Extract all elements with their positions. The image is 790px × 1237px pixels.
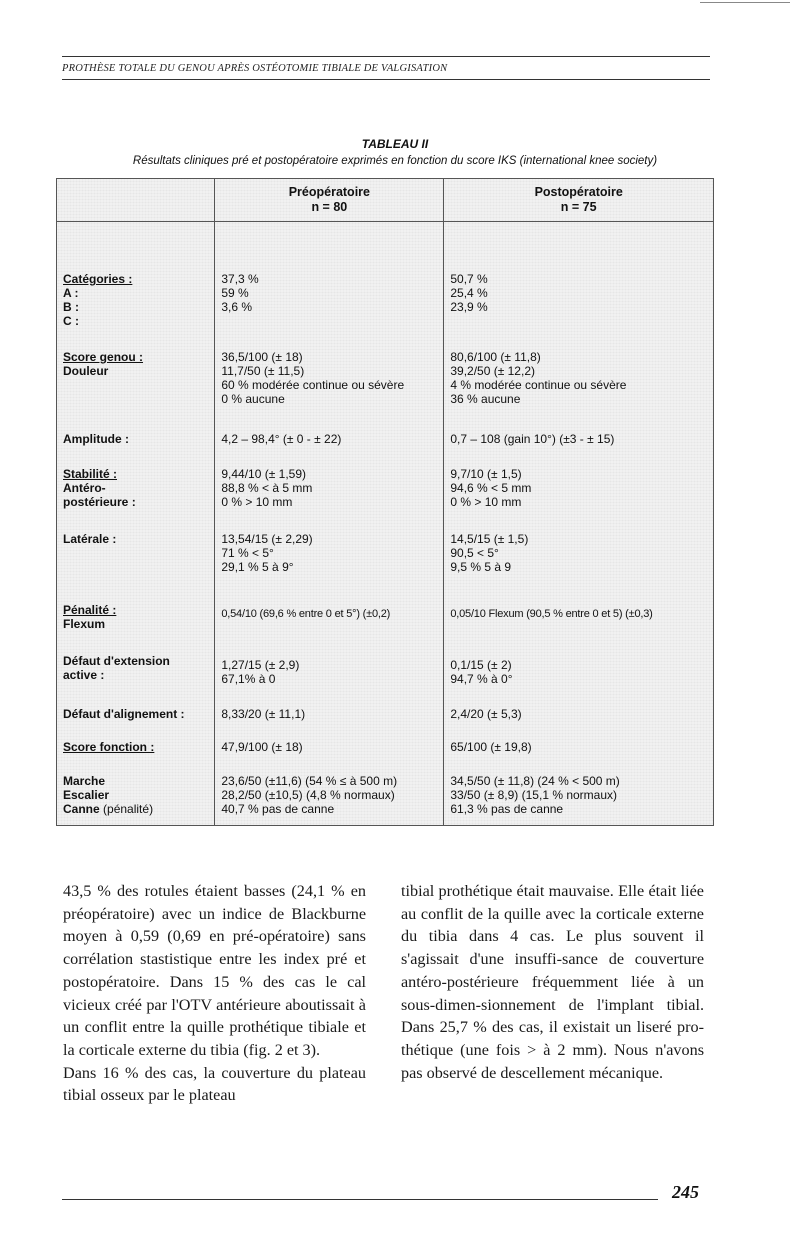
row-label-walking — [57, 756, 215, 826]
post-extension-score: 0,1/15 (± 2) — [450, 658, 512, 672]
post-pain-score: 39,2/50 (± 12,2) — [450, 364, 535, 378]
table-title: TABLEAU II — [361, 137, 429, 151]
post-stability — [444, 447, 714, 512]
label-alignment-deficit: Défaut d'alignement : — [63, 706, 185, 721]
table-row-stability — [57, 447, 714, 512]
post-category-b: 25,4 % — [450, 286, 488, 300]
pre-walking-value: 23,6/50 (±11,6) (54 % ≤ à 500 m) — [221, 773, 398, 788]
post-alignment-value: 2,4/20 (± 5,3) — [450, 706, 522, 721]
header-pre-count: n = 80 — [311, 200, 348, 214]
iks-results-table — [56, 178, 714, 826]
body-left-line: entre la quille prothétique tibiale et la — [63, 1018, 366, 1059]
pre-extension-zero: 67,1% à 0 — [221, 672, 276, 686]
pre-stability-5mm: 88,8 % < à 5 mm — [221, 481, 313, 496]
table-row-extension-deficit — [57, 634, 714, 689]
pre-pain-none: 0 % aucune — [221, 392, 285, 406]
body-left-line: plateau tibial osseux par le plateau — [63, 1063, 367, 1105]
pre-pain-score: 11,7/50 (± 11,5) — [221, 364, 305, 378]
post-amplitude-value: 0,7 – 108 (gain 10°) (±3 - ± 15) — [450, 431, 615, 446]
post-categories — [444, 222, 714, 335]
pre-lateral-5deg: 71 % < 5° — [221, 546, 274, 561]
post-stability-5mm: 94,6 % < 5 mm — [450, 481, 532, 496]
pre-lateral-5-9deg: 29,1 % 5 à 9° — [221, 560, 294, 575]
post-pain-severe: 4 % modérée continue ou sévère — [450, 378, 627, 392]
label-penalty: Pénalité : — [63, 603, 117, 618]
label-walking: Marche — [63, 773, 106, 788]
body-right-line: plus souvent il s'agissait d'une insuffi- — [401, 927, 705, 969]
post-walking-value: 34,5/50 (± 11,8) (24 % < 500 m) — [450, 773, 620, 788]
pre-amplitude-value: 4,2 – 98,4° (± 0 - ± 22) — [221, 431, 342, 446]
post-stability-score: 9,7/10 (± 1,5) — [450, 467, 522, 482]
label-categories: Catégories : — [63, 272, 133, 286]
post-knee-score-total: 80,6/100 (± 11,8) — [450, 350, 541, 364]
pre-stability — [215, 447, 444, 512]
post-walking — [444, 756, 714, 826]
post-pain-none: 36 % aucune — [450, 392, 521, 406]
post-alignment-deficit — [444, 689, 714, 723]
running-header: PROTHÈSE TOTALE DU GENOU APRÈS OSTÉOTOMIE TIBIALE DE VALGISATION — [62, 56, 710, 80]
label-knee-score: Score genou : — [63, 350, 144, 364]
post-category-a: 50,7 % — [450, 272, 488, 286]
body-left-line: entre les index pré et postopératoire. — [63, 950, 366, 991]
table-row-alignment-deficit — [57, 689, 714, 723]
post-function-score — [444, 722, 714, 756]
header-post-label: Postopératoire — [534, 185, 623, 199]
post-function-value: 65/100 (± 19,8) — [450, 740, 532, 755]
body-right-line: sance de couverture antéro-postérieure — [401, 950, 705, 991]
row-label-stability — [57, 447, 215, 512]
post-stairs-value: 33/50 (± 8,9) (15,1 % normaux) — [450, 787, 618, 802]
row-label-penalty — [57, 577, 215, 634]
label-c: C : — [63, 314, 79, 328]
body-right-line: corticale externe du tibia dans 4 cas. Le — [401, 904, 704, 946]
pre-function-value: 47,9/100 (± 18) — [221, 740, 303, 755]
body-left-line: opératoire) sans corrélation stastistique — [63, 927, 366, 969]
pre-cane-value: 40,7 % pas de canne — [221, 801, 335, 816]
pre-pain-severe: 60 % modérée continue ou sévère — [221, 378, 405, 392]
pre-lateral — [215, 512, 444, 577]
label-stability: Stabilité : — [63, 467, 118, 482]
body-left-line: corticale externe du tibia (fig. 2 et 3). — [78, 1040, 321, 1059]
pre-extension-score: 1,27/15 (± 2,9) — [221, 658, 300, 672]
header-postoperative — [444, 179, 714, 222]
label-posterior: postérieure : — [63, 495, 136, 510]
pre-amplitude — [215, 410, 444, 448]
post-lateral-5-9deg: 9,5 % 5 à 9 — [450, 560, 512, 575]
post-cane-value: 61,3 % pas de canne — [450, 801, 564, 816]
pre-knee-score — [215, 334, 444, 410]
table-header-row — [57, 179, 714, 222]
pre-stairs-value: 28,2/50 (±10,5) (4,8 % normaux) — [221, 787, 395, 802]
header-pre-label: Préopératoire — [288, 185, 370, 199]
pre-knee-score-total: 36,5/100 (± 18) — [221, 350, 303, 364]
body-right-line: 25,7 % des cas, il existait un liseré pro- — [439, 1018, 704, 1037]
header-post-count: n = 75 — [560, 200, 597, 214]
post-lateral — [444, 512, 714, 577]
body-left-line: Blackburne moyen à 0,59 (0,69 en pré- — [63, 904, 367, 946]
pre-category-a: 37,3 % — [221, 272, 259, 286]
label-stairs: Escalier — [63, 787, 110, 802]
label-cane-penalty: (pénalité) — [103, 801, 154, 816]
body-column-right — [401, 880, 704, 1084]
table-row-walking — [57, 756, 714, 826]
pre-flexum-value: 0,54/10 (69,6 % entre 0 et 5°) (±0,2) — [221, 608, 391, 621]
body-left-line: en préopératoire) avec un indice de — [63, 882, 367, 923]
pre-category-c: 3,6 % — [221, 300, 253, 314]
body-left-line: l'OTV antérieure aboutissait à un conflit — [63, 995, 366, 1037]
body-column-left — [63, 880, 366, 1107]
pre-penalty — [215, 577, 444, 634]
pre-categories — [215, 222, 444, 335]
body-right-line: sionnement de l'implant tibial. Dans — [401, 995, 704, 1037]
pre-category-b: 59 % — [221, 286, 249, 300]
body-right-line: mécanique. — [588, 1063, 664, 1082]
pre-function-score — [215, 722, 444, 756]
table-subtitle: Résultats cliniques pré et postopératoire exprimés en fonction du score IKS (international knee society) — [132, 155, 658, 167]
pre-extension-deficit — [215, 634, 444, 689]
pre-lateral-score: 13,54/15 (± 2,29) — [221, 532, 313, 547]
label-antero: Antéro- — [63, 481, 106, 496]
page-number: 245 — [672, 1182, 699, 1202]
post-lateral-score: 14,5/15 (± 1,5) — [450, 532, 529, 547]
pre-alignment-value: 8,33/20 (± 11,1) — [221, 706, 306, 721]
row-label-categories — [57, 222, 215, 335]
post-knee-score — [444, 334, 714, 410]
body-right-line: était liée au conflit de la quille avec la — [401, 882, 704, 923]
label-extension-deficit: Défaut d'extension — [63, 654, 170, 668]
row-label-function-score — [57, 722, 215, 756]
table-row-penalty — [57, 577, 714, 634]
post-amplitude — [444, 410, 714, 448]
row-label-amplitude — [57, 410, 215, 448]
label-a: A : — [63, 286, 79, 300]
row-label-alignment-deficit — [57, 689, 215, 723]
row-label-extension-deficit — [57, 634, 215, 689]
post-extension-zero: 94,7 % à 0° — [450, 672, 513, 686]
header-preoperative — [215, 179, 444, 222]
body-right-line: thétique (une fois > à 2 mm). Nous — [401, 1040, 649, 1059]
label-pain: Douleur — [63, 364, 109, 378]
post-category-c: 23,9 % — [450, 300, 488, 314]
label-function-score: Score fonction : — [63, 740, 155, 755]
label-flexum: Flexum — [63, 617, 106, 632]
table-row-amplitude — [57, 410, 714, 448]
label-amplitude: Amplitude : — [63, 431, 129, 446]
top-corner-rule — [700, 2, 790, 3]
pre-stability-score: 9,44/10 (± 1,59) — [221, 467, 306, 482]
body-right-line: tibial prothétique était mauvaise. Elle — [401, 882, 645, 900]
body-right-line: fréquemment liée à un sous-dimen- — [401, 972, 704, 1014]
post-extension-deficit — [444, 634, 714, 689]
row-label-knee-score — [57, 334, 215, 410]
body-left-line: 43,5 % des rotules étaient basses (24,1 % — [63, 882, 345, 900]
post-stability-10mm: 0 % > 10 mm — [450, 495, 522, 510]
label-cane: Canne — [63, 801, 100, 816]
pre-walking — [215, 756, 444, 826]
header-empty-cell — [57, 179, 215, 222]
body-right-line: n'avons pas observé de descellement — [401, 1040, 704, 1082]
label-active: active : — [63, 668, 105, 682]
post-penalty — [444, 577, 714, 634]
table-row-function-score — [57, 722, 714, 756]
pre-stability-10mm: 0 % > 10 mm — [221, 495, 293, 510]
body-left-line: Dans 16 % des cas, la couverture du — [63, 1063, 314, 1082]
footer-rule — [62, 1199, 658, 1200]
label-cane-line — [63, 802, 208, 816]
label-b: B : — [63, 300, 79, 314]
table-row-lateral — [57, 512, 714, 577]
row-label-lateral — [57, 512, 215, 577]
table-row-categories — [57, 222, 714, 335]
post-lateral-5deg: 90,5 < 5° — [450, 546, 499, 561]
post-flexum-value: 0,05/10 Flexum (90,5 % entre 0 et 5) (±0,3) — [450, 608, 653, 621]
table-row-knee-score — [57, 334, 714, 410]
pre-alignment-deficit — [215, 689, 444, 723]
label-lateral: Latérale : — [63, 532, 117, 547]
body-left-line: Dans 15 % des cas le cal vicieux créé par — [63, 972, 366, 1014]
